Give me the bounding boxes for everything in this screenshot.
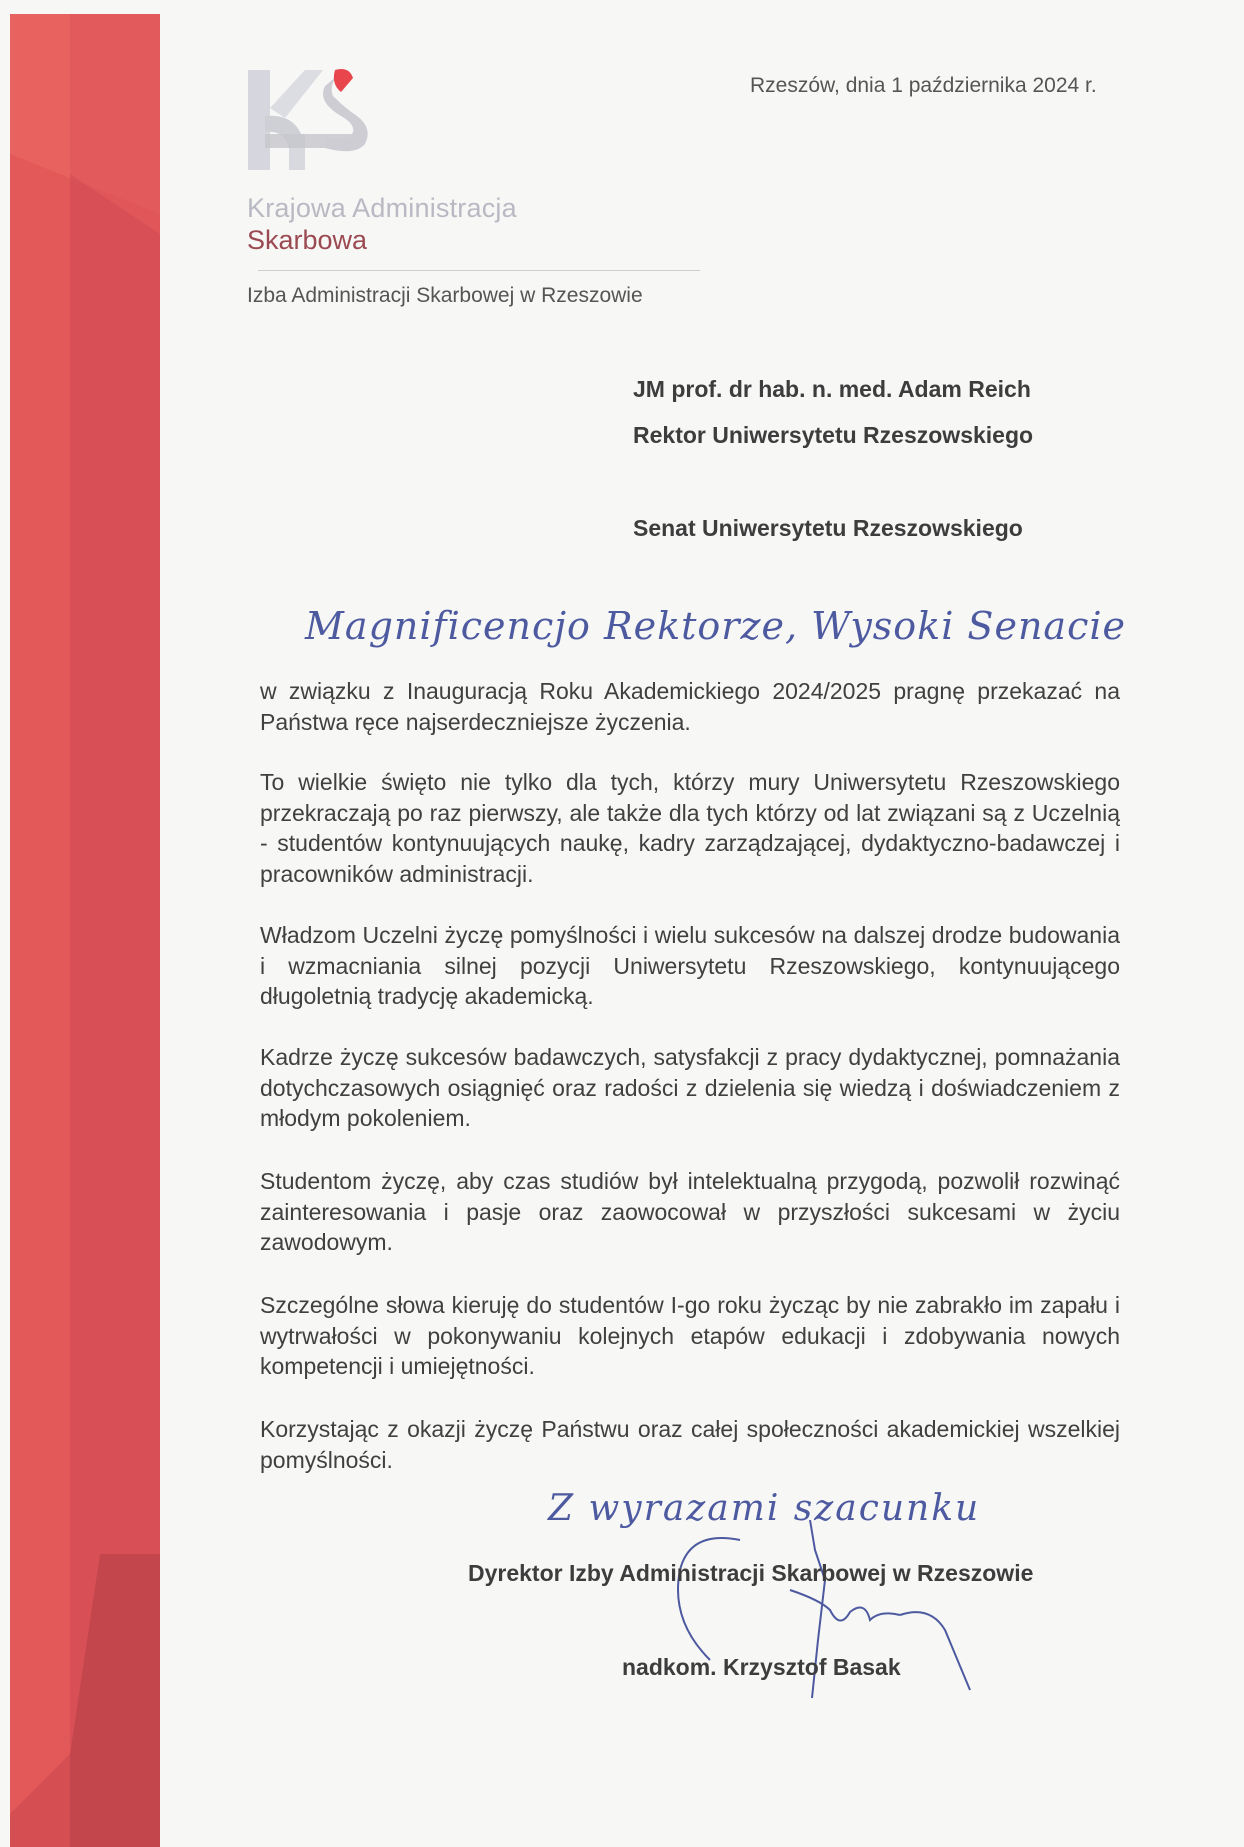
signatory-title: Dyrektor Izby Administracji Skarbowej w Rzeszowie (468, 1560, 1034, 1586)
paragraph-text: w związku z Inauguracją Roku Akademickiego 2024/2025 pragnę przekazać na Państwa ręce najserdeczniejsze życzenia. (260, 678, 1120, 735)
paragraph-text: To wielkie święto nie tylko dla tych, którzy mury Uniwersytetu Rzeszowskiego przekraczają po raz pierwszy, ale także dla tych którzy od lat związani są z Uczelnią - studentów kontynuujących naukę, kadry zarządzającej, dydaktyczno-badawczej i pracowników administracji. (260, 769, 1120, 887)
letter-paragraph (260, 920, 1120, 1012)
letter-paragraph (260, 1042, 1120, 1134)
addressee-position: Rektor Uniwersytetu Rzeszowskiego (633, 422, 1034, 448)
date-line: Rzeszów, dnia 1 października 2024 r. (750, 74, 1097, 97)
red-side-strip (10, 14, 160, 1847)
handwritten-salutation: Magnificencjo Rektorze, Wysoki Senacie (305, 604, 1127, 648)
letter-paragraph (260, 1166, 1120, 1258)
paragraph-text: Kadrze życzę sukcesów badawczych, satysfakcji z pracy dydaktycznej, pomnażania dotychczasowych osiągnięć oraz radości z dzielenia się wiedzą i doświadczeniem z młodym pokoleniem. (260, 1044, 1120, 1131)
handwritten-closing: Z wyrazami szacunku (548, 1488, 981, 1529)
addressee-senate: Senat Uniwersytetu Rzeszowskiego (633, 515, 1023, 541)
letterhead-divider (258, 270, 700, 271)
org-name-line1: Krajowa Administracja (247, 193, 517, 223)
issuing-unit: Izba Administracji Skarbowej w Rzeszowie (247, 284, 643, 307)
letter-paragraph (260, 676, 1120, 737)
kas-logo (245, 68, 395, 176)
paragraph-text: Studentom życzę, aby czas studiów był intelektualną przygodą, pozwolił rozwinąć zainteresowania i pasje oraz zaowocował w przyszłości sukcesami w życiu zawodowym. (260, 1168, 1120, 1255)
org-name-line2: Skarbowa (247, 225, 368, 255)
letter-paragraph (260, 767, 1120, 889)
signatory-name: nadkom. Krzysztof Basak (622, 1654, 901, 1680)
paragraph-text: Władzom Uczelni życzę pomyślności i wielu sukcesów na dalszej drodze budowania i wzmacniania silnej pozycji Uniwersytetu Rzeszowskiego, kontynuującego długoletnią tradycję akademicką. (260, 922, 1120, 1009)
paragraph-text: Korzystając z okazji życzę Państwu oraz całej społeczności akademickiej wszelkiej pomyślności. (260, 1416, 1120, 1473)
letter-paragraph (260, 1414, 1120, 1475)
strip-shading (10, 14, 160, 1847)
addressee-name: JM prof. dr hab. n. med. Adam Reich (633, 376, 1031, 402)
paragraph-text: Szczególne słowa kieruję do studentów I-go roku życząc by nie zabrakło im zapału i wytrwałości w pokonywaniu kolejnych etapów edukacji i zdobywania nowych kompetencji i umiejętności. (260, 1292, 1120, 1379)
letter-paragraph (260, 1290, 1120, 1382)
